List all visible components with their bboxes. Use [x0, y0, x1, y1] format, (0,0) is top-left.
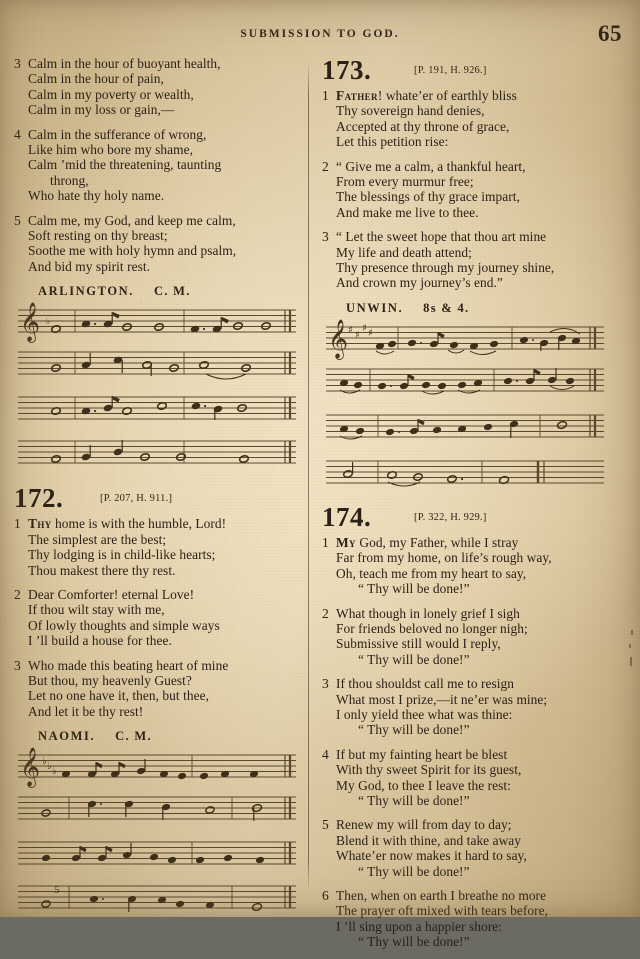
hymn-173-reference: [P. 191, H. 926.]	[414, 65, 487, 76]
verse-number: 1	[322, 88, 329, 103]
verse-lines	[336, 229, 608, 291]
column-divider-rule	[308, 62, 309, 892]
svg-text:♯: ♯	[362, 322, 367, 334]
hymn-173-verses	[322, 88, 608, 291]
verse-number: 1	[14, 516, 21, 532]
verse-line: Let this petition rise:	[336, 134, 449, 150]
verse-line: “ Thy will be done!”	[358, 863, 470, 879]
verse-line: The blessings of thy grace impart,	[336, 189, 520, 205]
tune-naomi-name: NAOMI.	[38, 729, 96, 744]
verse-line: Of lowly thoughts and simple ways	[28, 617, 220, 633]
hymn-174-number: 174.	[322, 501, 372, 532]
verse-line: Calm in the sufferance of wrong,	[28, 126, 207, 142]
verse-line: If thou shouldst call me to resign	[336, 676, 514, 692]
verse	[14, 658, 300, 720]
tune-unwin-header	[346, 301, 608, 316]
verse-line: Thy lodging is in child-like hearts;	[28, 547, 216, 563]
tune-arlington	[14, 284, 300, 478]
verse-line: And crown my journey’s end.”	[336, 275, 503, 291]
svg-text:𝄞: 𝄞	[20, 747, 41, 788]
verse	[322, 676, 608, 738]
left-column	[14, 56, 300, 929]
verse-line: Renew my will from day to day;	[336, 817, 512, 833]
verse-line: Soft resting on thy breast;	[28, 228, 168, 244]
verse-line: The simplest are the best;	[28, 531, 167, 547]
verse-line: Then, when on earth I breathe no more	[336, 888, 547, 903]
music-notation-arlington	[14, 302, 300, 478]
verse-number: 3	[14, 657, 21, 673]
verse-lines	[28, 658, 300, 720]
verse-number: 2	[322, 158, 329, 174]
running-head-title: SUBMISSION TO GOD.	[240, 28, 400, 40]
verse	[322, 88, 608, 150]
verse-number: 5	[322, 817, 329, 833]
svg-text:♭: ♭	[42, 756, 47, 768]
verse-number: 2	[14, 586, 21, 602]
verse-number: 3	[14, 56, 21, 71]
verse-line: Calm in my poverty or wealth,	[28, 86, 194, 102]
svg-text:♭: ♭	[46, 317, 51, 328]
svg-text:♭: ♭	[47, 761, 52, 773]
tune-arlington-name: ARLINGTON.	[38, 284, 134, 299]
verse-line: And make me live to thee.	[336, 204, 479, 220]
music-notation-naomi	[14, 747, 300, 923]
verse	[322, 229, 608, 291]
verse-lines	[28, 587, 300, 649]
verse-line: From every murmur free;	[336, 174, 474, 190]
verse-line: Like him who bore my shame,	[28, 142, 193, 158]
verse	[322, 747, 608, 809]
tune-unwin	[322, 301, 608, 497]
svg-text:♯: ♯	[348, 324, 353, 336]
verse-line: “ Thy will be done!”	[358, 581, 470, 597]
tune-arlington-header	[38, 284, 300, 299]
verse-line: Calm me, my God, and keep me calm,	[28, 212, 236, 228]
verse-number: 1	[322, 534, 329, 550]
verse-line: throng,	[50, 172, 89, 188]
verse-line: “ Give me a calm, a thankful heart,	[336, 158, 526, 174]
verse-lines	[336, 606, 608, 668]
tune-unwin-staves	[322, 319, 608, 497]
verse-line: Who made this beating heart of mine	[28, 657, 229, 673]
verse-number: 4	[322, 746, 329, 762]
verse-line: Let no one have it, then, but thee,	[28, 688, 209, 704]
tune-unwin-meter: 8s & 4.	[423, 300, 470, 315]
verse-line: Calm in the hour of buoyant health,	[28, 56, 221, 71]
verse-line: For friends beloved no longer nigh;	[336, 620, 528, 636]
tune-naomi-meter: C. M.	[115, 729, 152, 744]
svg-text:𝄞: 𝄞	[328, 318, 349, 359]
svg-text:𝄞: 𝄞	[20, 302, 41, 343]
verse-lines	[28, 127, 300, 204]
verse-number: 4	[14, 126, 21, 142]
tune-unwin-name: UNWIN.	[346, 300, 404, 315]
verse-line: With thy sweet Spirit for its guest,	[336, 762, 522, 778]
music-notation-unwin	[322, 319, 608, 497]
verse-lines	[336, 88, 608, 150]
running-head	[0, 21, 640, 48]
verse-line: Thou makest there thy rest.	[28, 562, 176, 578]
verse-lines	[336, 676, 608, 738]
verse-lines	[336, 159, 608, 221]
verse-line: My God, my Father, while I stray	[336, 534, 519, 550]
verse	[322, 817, 608, 879]
verse	[322, 535, 608, 597]
verse-lines	[336, 888, 608, 950]
verse-line: And let it be thy rest!	[28, 703, 144, 719]
hymn-172-reference: [P. 207, H. 911.]	[100, 493, 173, 505]
right-column	[322, 56, 608, 959]
verse-line: Calm in the hour of pain,	[28, 71, 164, 87]
verse-number: 5	[14, 212, 21, 228]
verse	[14, 587, 300, 649]
verse-line: Father! whate’er of earthly bliss	[336, 88, 517, 103]
verse-line: Oh, teach me from my heart to say,	[336, 565, 527, 581]
tune-arlington-meter: C. M.	[154, 284, 191, 299]
small-caps-opening-word: My	[336, 534, 356, 550]
verse-line: I ’ll sing upon a happier shore:	[336, 918, 502, 934]
verse-line: I ’ll build a house for thee.	[28, 633, 172, 649]
verse-line: Whate’er now makes it hard to say,	[336, 848, 527, 864]
verse-line: If but my fainting heart be blest	[336, 746, 508, 762]
svg-text:♯: ♯	[355, 329, 360, 341]
verse-line: My God, to thee I leave the rest:	[336, 777, 511, 793]
svg-text:♯: ♯	[368, 327, 373, 339]
verse-number: 3	[322, 676, 329, 692]
verse-line: But thou, my heavenly Guest?	[28, 672, 192, 688]
small-caps-opening-word: Father	[336, 88, 378, 103]
signature-mark: 5	[54, 884, 60, 896]
hymn-172-head	[14, 484, 300, 514]
verse-line: What though in lonely grief I sigh	[336, 605, 520, 621]
verse-line: Dear Comforter! eternal Love!	[28, 586, 195, 602]
tune-arlington-staves	[14, 302, 300, 478]
verse-line: Thy sovereign hand denies,	[336, 103, 485, 119]
verse-line: The prayer oft mixed with tears before,	[336, 903, 549, 919]
continued-hymn-verses	[14, 56, 300, 274]
verse-lines	[336, 747, 608, 809]
verse-line: Far from my home, on life’s rough way,	[336, 550, 552, 566]
verse-line: And bid my spirit rest.	[28, 258, 151, 274]
tune-naomi-staves	[14, 747, 300, 923]
verse	[14, 127, 300, 204]
hymn-174-head	[322, 503, 608, 533]
verse-line: Calm in my loss or gain,—	[28, 102, 175, 118]
verse-lines	[336, 817, 608, 879]
hymn-174-verses	[322, 535, 608, 950]
hymn-172-verses	[14, 516, 300, 719]
verse-line: What most I prize,—it ne’er was mine;	[336, 691, 548, 707]
verse-line: Blend it with thine, and take away	[336, 832, 522, 848]
verse-line: “ Thy will be done!”	[358, 934, 470, 950]
verse-line: Who hate thy holy name.	[28, 188, 165, 204]
tune-naomi-header	[38, 729, 300, 744]
verse-line: My life and death attend;	[336, 244, 472, 260]
verse	[14, 516, 300, 578]
svg-text:♭: ♭	[52, 766, 57, 778]
hymn-173-number: 173.	[322, 55, 372, 85]
verse-lines	[28, 56, 300, 118]
verse-line: Calm ’mid the threatening, taunting	[28, 157, 222, 173]
verse	[322, 888, 608, 950]
verse	[322, 159, 608, 221]
verse-line: Submissive still would I reply,	[336, 636, 501, 652]
verse-line: If thou wilt stay with me,	[28, 602, 165, 618]
verse-line: “ Thy will be done!”	[358, 651, 470, 667]
verse	[14, 56, 300, 118]
hymn-174-reference: [P. 322, H. 929.]	[414, 511, 487, 523]
two-column-body	[0, 55, 640, 950]
small-caps-opening-word: Thy	[28, 516, 52, 532]
hymn-172-number: 172.	[14, 483, 64, 514]
verse-line: “ Let the sweet hope that thou art mine	[336, 229, 547, 245]
verse-number: 2	[322, 605, 329, 621]
verse-line: I only yield thee what was thine:	[336, 706, 513, 722]
verse-line: “ Thy will be done!”	[358, 722, 470, 738]
verse-lines	[336, 535, 608, 597]
page-number: 65	[598, 21, 622, 46]
verse-lines	[28, 213, 300, 275]
verse-line: Thy presence through my journey shine,	[336, 260, 555, 276]
verse-line: Thy home is with the humble, Lord!	[28, 516, 227, 532]
verse-line: Accepted at thy throne of grace,	[336, 118, 510, 134]
edge-ink-marks	[628, 630, 636, 690]
hymn-173-head	[322, 56, 608, 86]
verse-lines	[28, 516, 300, 578]
verse-number: 3	[322, 229, 329, 245]
verse-line: Soothe me with holy hymn and psalm,	[28, 243, 237, 259]
verse-number: 6	[322, 888, 329, 903]
verse	[14, 213, 300, 275]
verse-line: “ Thy will be done!”	[358, 792, 470, 808]
verse	[322, 606, 608, 668]
